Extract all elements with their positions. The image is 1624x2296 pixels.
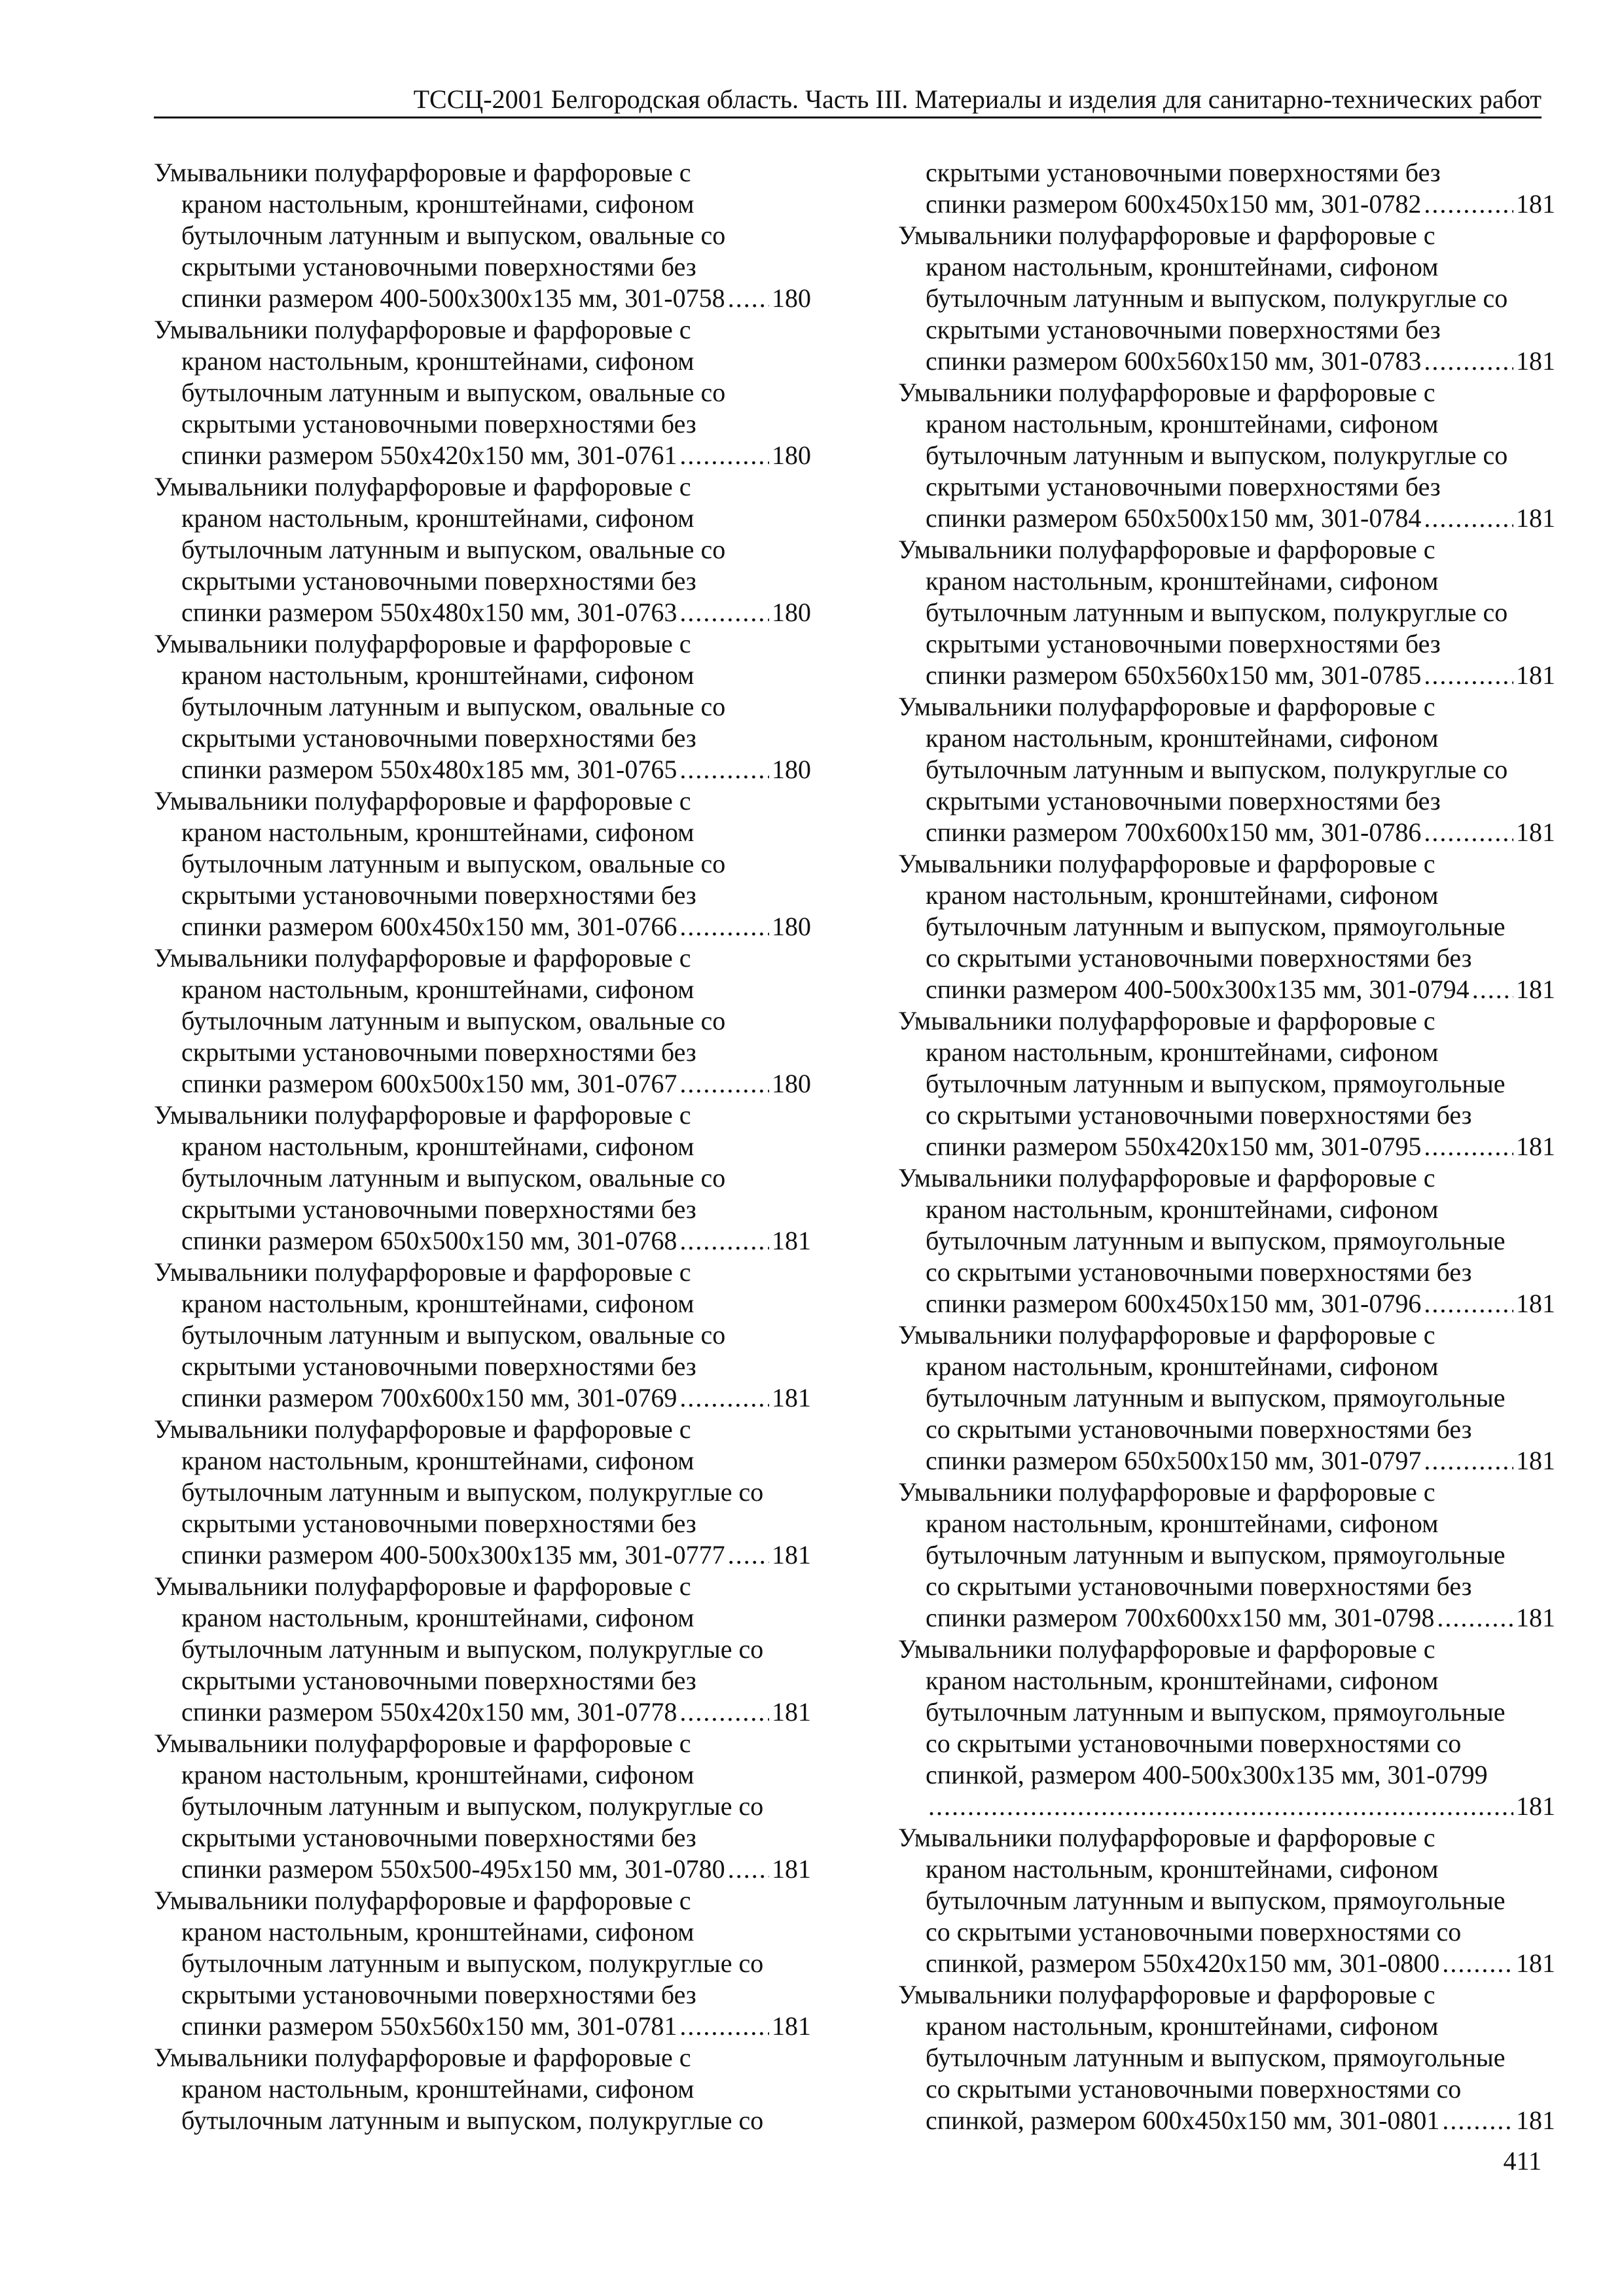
index-entry-line: бутылочным латунным и выпуском, полукруглые со <box>926 283 1508 313</box>
index-entry-leader-line <box>181 1382 811 1414</box>
index-entry <box>154 1257 811 1414</box>
index-entry-line: бутылочным латунным и выпуском, овальные со <box>181 1320 726 1350</box>
index-entry-line: со скрытыми установочными поверхностями без <box>926 1414 1472 1444</box>
index-entry-line: бутылочным латунным и выпуском, прямоугольные <box>926 1383 1506 1412</box>
index-entry-line: краном настольным, кронштейнами, сифоном <box>926 1666 1439 1695</box>
index-entry-leader-line <box>181 2011 811 2042</box>
index-entry-line: со скрытыми установочными поверхностями без <box>926 1571 1472 1601</box>
index-entry-line: краном настольным, кронштейнами, сифоном <box>181 1917 695 1946</box>
index-entry-line: Умывальники полуфарфоровые и фарфоровые с <box>154 472 691 501</box>
header-rule <box>154 117 1542 118</box>
index-entry-line: бутылочным латунным и выпуском, прямоугольные <box>926 912 1506 941</box>
index-entry-page-ref: 181 <box>1516 1603 1555 1632</box>
leader-dots <box>1424 660 1513 691</box>
index-entry-line: краном настольным, кронштейнами, сифоном <box>926 1352 1439 1381</box>
index-entry-line: бутылочным латунным и выпуском, овальные со <box>181 378 726 407</box>
running-header: ТССЦ-2001 Белгородская область. Часть III. Материалы и изделия для санитарно-технических работ <box>413 84 1542 114</box>
index-entry-line: бутылочным латунным и выпуском, полукруглые со <box>926 598 1508 627</box>
leader-dots <box>679 1696 769 1728</box>
index-entry-code: спинки размером 550x480x185 мм, 301-0765 <box>181 755 677 784</box>
index-entry <box>154 1571 811 1728</box>
index-entry <box>154 471 811 628</box>
index-entry <box>154 2042 811 2136</box>
index-entry-leader-line <box>181 1854 811 1885</box>
index-entry-line: бутылочным латунным и выпуском, полукруглые со <box>926 755 1508 784</box>
index-entry-line: Умывальники полуфарфоровые и фарфоровые с <box>154 315 691 344</box>
index-entry-code: спинки размером 650x560x150 мм, 301-0785 <box>926 660 1422 690</box>
index-entry-line: бутылочным латунным и выпуском, полукруглые со <box>181 1634 764 1664</box>
index-entry-leader-line <box>926 2105 1555 2136</box>
index-entry-line: краном настольным, кронштейнами, сифоном <box>181 1132 695 1161</box>
index-entry-line: бутылочным латунным и выпуском, овальные со <box>181 692 726 721</box>
index-entry-line: Умывальники полуфарфоровые и фарфоровые с <box>898 1006 1435 1035</box>
index-entry-line: Умывальники полуфарфоровые и фарфоровые с <box>154 629 691 658</box>
index-entry-line: скрытыми установочными поверхностями без <box>181 1194 696 1224</box>
index-entry-page-ref: 181 <box>772 1226 811 1255</box>
index-entry-page-ref: 181 <box>772 1854 811 1884</box>
index-entry-leader-line <box>181 1068 811 1100</box>
index-entry-page-ref: 181 <box>1516 1132 1555 1161</box>
index-entry-line: Умывальники полуфарфоровые и фарфоровые с <box>154 1100 691 1130</box>
index-entry-leader-line <box>181 440 811 471</box>
index-entry-line: скрытыми установочными поверхностями без <box>181 1980 696 2009</box>
index-entry-line: Умывальники полуфарфоровые и фарфоровые с <box>154 786 691 816</box>
index-entry-line: краном настольным, кронштейнами, сифоном <box>181 975 695 1004</box>
index-entry-page-ref: 181 <box>772 1383 811 1412</box>
index-entry-code: спинки размером 650x500x150 мм, 301-0784 <box>926 503 1422 533</box>
index-entry-line: бутылочным латунным и выпуском, полукруглые со <box>181 2106 764 2135</box>
index-entry-line: Умывальники полуфарфоровые и фарфоровые с <box>898 1980 1435 2009</box>
index-entry-line: краном настольным, кронштейнами, сифоном <box>926 1037 1439 1067</box>
index-entry-line: Умывальники полуфарфоровые и фарфоровые с <box>154 943 691 973</box>
index-entry-line: бутылочным латунным и выпуском, прямоугольные <box>926 1886 1506 1915</box>
index-entry-line: скрытыми установочными поверхностями без <box>181 723 696 753</box>
index-entry <box>154 1885 811 2042</box>
index-entry-line: скрытыми установочными поверхностями без <box>181 1823 696 1852</box>
index-entry-leader-line <box>181 1696 811 1728</box>
index-entry-leader-line <box>926 1948 1555 1979</box>
index-entry-line: Умывальники полуфарфоровые и фарфоровые с <box>154 1257 691 1287</box>
index-entry-leader-line <box>926 1602 1555 1634</box>
index-entry <box>898 157 1555 220</box>
index-entry-leader-line <box>926 817 1555 848</box>
index-entry-page-ref: 181 <box>772 2011 811 2041</box>
index-entry <box>898 1162 1555 1319</box>
index-entry-leader-line <box>926 1131 1555 1162</box>
index-entry <box>898 220 1555 377</box>
index-entry-line: Умывальники полуфарфоровые и фарфоровые с <box>898 1477 1435 1507</box>
index-entry-code: спинки размером 600x500x150 мм, 301-0767 <box>181 1069 677 1098</box>
index-entry-code: спинкой, размером 550x420x150 мм, 301-0800 <box>926 1948 1440 1978</box>
index-entry-code: спинки размером 600x450x150 мм, 301-0796 <box>926 1289 1422 1318</box>
index-entry-leader-line <box>181 283 811 314</box>
index-entry-line: краном настольным, кронштейнами, сифоном <box>181 1289 695 1318</box>
index-entry-page-ref: 180 <box>772 283 811 313</box>
index-entry <box>154 628 811 785</box>
index-entry-leader-line <box>926 1791 1555 1822</box>
index-entry-line: со скрытыми установочными поверхностями со <box>926 1729 1462 1758</box>
index-entry-line: со скрытыми установочными поверхностями без <box>926 1100 1472 1130</box>
index-entry-line: Умывальники полуфарфоровые и фарфоровые с <box>154 158 691 187</box>
index-entry-line: краном настольным, кронштейнами, сифоном <box>926 723 1439 753</box>
index-entry <box>154 314 811 471</box>
index-entry-page-ref: 181 <box>1516 1948 1555 1978</box>
index-entry <box>898 691 1555 848</box>
index-entry-line: Умывальники полуфарфоровые и фарфоровые с <box>898 1320 1435 1350</box>
index-entry-line: Умывальники полуфарфоровые и фарфоровые с <box>898 849 1435 878</box>
leader-dots <box>1472 974 1513 1005</box>
index-entry <box>154 785 811 942</box>
index-entry-page-ref: 181 <box>1516 1289 1555 1318</box>
index-entry-line: краном настольным, кронштейнами, сифоном <box>181 346 695 376</box>
index-entry-line: бутылочным латунным и выпуском, прямоугольные <box>926 1226 1506 1255</box>
index-entry-leader-line <box>181 1225 811 1257</box>
index-entry-line: краном настольным, кронштейнами, сифоном <box>181 2074 695 2104</box>
index-entry-leader-line <box>926 503 1555 534</box>
index-entry-leader-line <box>926 1288 1555 1319</box>
index-entry-page-ref: 181 <box>1516 1791 1555 1821</box>
index-entry-code: спинки размером 650x500x150 мм, 301-0797 <box>926 1446 1422 1475</box>
index-entry-code: спинки размером 400-500x300x135 мм, 301-0794 <box>926 975 1470 1004</box>
index-entry-leader-line <box>181 754 811 785</box>
index-entry-leader-line <box>926 188 1555 220</box>
index-entry-code: спинки размером 550x420x150 мм, 301-0778 <box>181 1697 677 1727</box>
index-entry <box>154 1414 811 1571</box>
index-entry-code: спинки размером 400-500x300x135 мм, 301-0777 <box>181 1540 725 1570</box>
leader-dots <box>679 1068 769 1100</box>
index-entry-line: Умывальники полуфарфоровые и фарфоровые с <box>898 535 1435 564</box>
index-entry-line: скрытыми установочными поверхностями без <box>181 1352 696 1381</box>
index-entry-line: краном настольным, кронштейнами, сифоном <box>926 1194 1439 1224</box>
leader-dots <box>1442 1948 1513 1979</box>
index-entry-line: краном настольным, кронштейнами, сифоном <box>181 660 695 690</box>
index-entry-leader-line <box>926 660 1555 691</box>
index-entry-leader-line <box>926 346 1555 377</box>
index-column-right <box>898 157 1555 2136</box>
leader-dots <box>679 911 769 942</box>
index-entry-code: спинки размером 550x500-495x150 мм, 301-0780 <box>181 1854 725 1884</box>
index-entry-line: скрытыми установочными поверхностями без <box>926 629 1441 658</box>
index-entry-line: краном настольным, кронштейнами, сифоном <box>926 1509 1439 1538</box>
index-entry-code: спинки размером 600x560x150 мм, 301-0783 <box>926 346 1422 376</box>
index-entry-line: бутылочным латунным и выпуском, полукруглые со <box>926 440 1508 470</box>
index-entry-code: спинки размером 400-500x300x135 мм, 301-0758 <box>181 283 725 313</box>
index-entry-line: бутылочным латунным и выпуском, полукруглые со <box>181 1791 764 1821</box>
index-entry-line: бутылочным латунным и выпуском, прямоугольные <box>926 1540 1506 1570</box>
index-entry-leader-line <box>926 974 1555 1005</box>
index-entry-line: краном настольным, кронштейнами, сифоном <box>926 880 1439 910</box>
index-entry-line: бутылочным латунным и выпуском, прямоугольные <box>926 1069 1506 1098</box>
index-entry-page-ref: 180 <box>772 1069 811 1098</box>
leader-dots <box>1424 503 1513 534</box>
page-number: 411 <box>1503 2146 1542 2176</box>
leader-dots <box>928 1791 1513 1822</box>
index-entry-line: Умывальники полуфарфоровые и фарфоровые с <box>154 1886 691 1915</box>
index-entry-line: Умывальники полуфарфоровые и фарфоровые с <box>898 378 1435 407</box>
index-entry-line: краном настольным, кронштейнами, сифоном <box>181 189 695 219</box>
index-entry-page-ref: 181 <box>1516 189 1555 219</box>
index-entry-line: скрытыми установочными поверхностями без <box>926 786 1441 816</box>
index-entry-page-ref: 181 <box>1516 1446 1555 1475</box>
leader-dots <box>679 2011 769 2042</box>
index-entry-code: спинки размером 550x560x150 мм, 301-0781 <box>181 2011 677 2041</box>
index-entry-line: бутылочным латунным и выпуском, полукруглые со <box>181 1948 764 1978</box>
index-entry-line: краном настольным, кронштейнами, сифоном <box>926 566 1439 596</box>
index-entry-code: спинки размером 600x450x150 мм, 301-0766 <box>181 912 677 941</box>
index-entry-line: Умывальники полуфарфоровые и фарфоровые с <box>154 1729 691 1758</box>
index-entry-page-ref: 181 <box>772 1540 811 1570</box>
index-column-left <box>154 157 811 2136</box>
index-entry-code: спинки размером 700x600xx150 мм, 301-0798 <box>926 1603 1435 1632</box>
index-entry-line: Умывальники полуфарфоровые и фарфоровые с <box>898 1823 1435 1852</box>
index-entry <box>898 1822 1555 1979</box>
index-entry-page-ref: 181 <box>1516 2106 1555 2135</box>
leader-dots <box>728 283 769 314</box>
leader-dots <box>679 1225 769 1257</box>
index-entry-line: краном настольным, кронштейнами, сифоном <box>926 409 1439 439</box>
index-entry-leader-line <box>181 1539 811 1571</box>
index-entry-page-ref: 181 <box>1516 975 1555 1004</box>
leader-dots <box>1424 346 1513 377</box>
index-entry-line: со скрытыми установочными поверхностями без <box>926 943 1472 973</box>
index-entry-page-ref: 181 <box>772 1697 811 1727</box>
index-entry-line: бутылочным латунным и выпуском, полукруглые со <box>181 1477 764 1507</box>
index-entry-line: со скрытыми установочными поверхностями со <box>926 2074 1462 2104</box>
index-entry-line: краном настольным, кронштейнами, сифоном <box>181 503 695 533</box>
index-entry-line: скрытыми установочными поверхностями без <box>926 315 1441 344</box>
index-entry-line: бутылочным латунным и выпуском, овальные со <box>181 535 726 564</box>
index-entry-code: спинки размером 550x420x150 мм, 301-0761 <box>181 440 677 470</box>
leader-dots <box>1442 2105 1513 2136</box>
index-entry-line: краном настольным, кронштейнами, сифоном <box>926 2011 1439 2041</box>
index-entry-line: бутылочным латунным и выпуском, овальные со <box>181 221 726 250</box>
leader-dots <box>728 1539 769 1571</box>
index-entry-line: краном настольным, кронштейнами, сифоном <box>926 1854 1439 1884</box>
index-entry-line: скрытыми установочными поверхностями без <box>181 566 696 596</box>
index-entry-line: скрытыми установочными поверхностями без <box>181 1666 696 1695</box>
index-entry-line: со скрытыми установочными поверхностями без <box>926 1257 1472 1287</box>
index-entry-line: скрытыми установочными поверхностями без <box>181 1037 696 1067</box>
index-entry-line: скрытыми установочными поверхностями без <box>181 409 696 439</box>
leader-dots <box>679 1382 769 1414</box>
leader-dots <box>679 754 769 785</box>
index-entry <box>898 1634 1555 1822</box>
index-entry <box>154 1728 811 1885</box>
leader-dots <box>1424 1131 1513 1162</box>
index-entry-line: спинкой, размером 400-500x300x135 мм, 301-0799 <box>926 1760 1488 1789</box>
index-entry-line: Умывальники полуфарфоровые и фарфоровые с <box>898 221 1435 250</box>
index-entry <box>898 534 1555 691</box>
leader-dots <box>1424 1288 1513 1319</box>
index-entry-code: спинки размером 650x500x150 мм, 301-0768 <box>181 1226 677 1255</box>
index-entry-line: скрытыми установочными поверхностями без <box>181 1509 696 1538</box>
index-entry-line: бутылочным латунным и выпуском, овальные со <box>181 849 726 878</box>
index-entry-page-ref: 180 <box>772 755 811 784</box>
index-entry-code: спинки размером 550x480x150 мм, 301-0763 <box>181 598 677 627</box>
index-entry-leader-line <box>181 597 811 628</box>
index-entry-line: краном настольным, кронштейнами, сифоном <box>181 1446 695 1475</box>
index-entry-page-ref: 180 <box>772 598 811 627</box>
index-entry-code: спинки размером 700x600x150 мм, 301-0769 <box>181 1383 677 1412</box>
index-entry-line: скрытыми установочными поверхностями без <box>926 472 1441 501</box>
index-entry-line: скрытыми установочными поверхностями без <box>181 252 696 281</box>
index-entry-line: Умывальники полуфарфоровые и фарфоровые с <box>154 1571 691 1601</box>
index-entry-page-ref: 180 <box>772 440 811 470</box>
index-entry-code: спинки размером 550x420x150 мм, 301-0795 <box>926 1132 1422 1161</box>
index-entry-page-ref: 181 <box>1516 503 1555 533</box>
index-entry-line: бутылочным латунным и выпуском, овальные со <box>181 1006 726 1035</box>
index-entry-leader-line <box>926 1445 1555 1477</box>
index-entry-line: краном настольным, кронштейнами, сифоном <box>181 1760 695 1789</box>
index-entry <box>154 157 811 314</box>
leader-dots <box>1424 1445 1513 1477</box>
leader-dots <box>1424 188 1513 220</box>
index-entry-line: Умывальники полуфарфоровые и фарфоровые с <box>898 1634 1435 1664</box>
index-entry-page-ref: 181 <box>1516 817 1555 847</box>
leader-dots <box>728 1854 769 1885</box>
index-entry-code: спинки размером 700x600x150 мм, 301-0786 <box>926 817 1422 847</box>
index-entry-line: скрытыми установочными поверхностями без <box>926 158 1441 187</box>
index-entry-line: Умывальники полуфарфоровые и фарфоровые с <box>898 692 1435 721</box>
index-entry-line: со скрытыми установочными поверхностями со <box>926 1917 1462 1946</box>
index-entry <box>898 1477 1555 1634</box>
index-entry <box>898 1319 1555 1477</box>
index-entry-line: Умывальники полуфарфоровые и фарфоровые с <box>154 1414 691 1444</box>
index-entry-code: спинкой, размером 600x450x150 мм, 301-0801 <box>926 2106 1440 2135</box>
index-entry <box>898 848 1555 1005</box>
index-entry-line: Умывальники полуфарфоровые и фарфоровые с <box>154 2043 691 2072</box>
index-entry-line: краном настольным, кронштейнами, сифоном <box>181 1603 695 1632</box>
index-entry <box>154 1100 811 1257</box>
index-entry <box>898 377 1555 534</box>
leader-dots <box>679 440 769 471</box>
index-entry-page-ref: 181 <box>1516 346 1555 376</box>
index-entry-line: скрытыми установочными поверхностями без <box>181 880 696 910</box>
index-entry-line: Умывальники полуфарфоровые и фарфоровые с <box>898 1163 1435 1193</box>
index-entry-line: краном настольным, кронштейнами, сифоном <box>926 252 1439 281</box>
leader-dots <box>679 597 769 628</box>
index-entry-leader-line <box>181 911 811 942</box>
index-entry-page-ref: 181 <box>1516 660 1555 690</box>
index-entry-page-ref: 180 <box>772 912 811 941</box>
index-entry <box>898 1005 1555 1162</box>
index-entry <box>154 942 811 1100</box>
index-entry-line: бутылочным латунным и выпуском, овальные со <box>181 1163 726 1193</box>
leader-dots <box>1424 817 1513 848</box>
index-entry-line: краном настольным, кронштейнами, сифоном <box>181 817 695 847</box>
index-entry <box>898 1979 1555 2136</box>
index-entry-code: спинки размером 600x450x150 мм, 301-0782 <box>926 189 1422 219</box>
index-entry-line: бутылочным латунным и выпуском, прямоугольные <box>926 1697 1506 1727</box>
leader-dots <box>1437 1602 1513 1634</box>
index-entry-line: бутылочным латунным и выпуском, прямоугольные <box>926 2043 1506 2072</box>
